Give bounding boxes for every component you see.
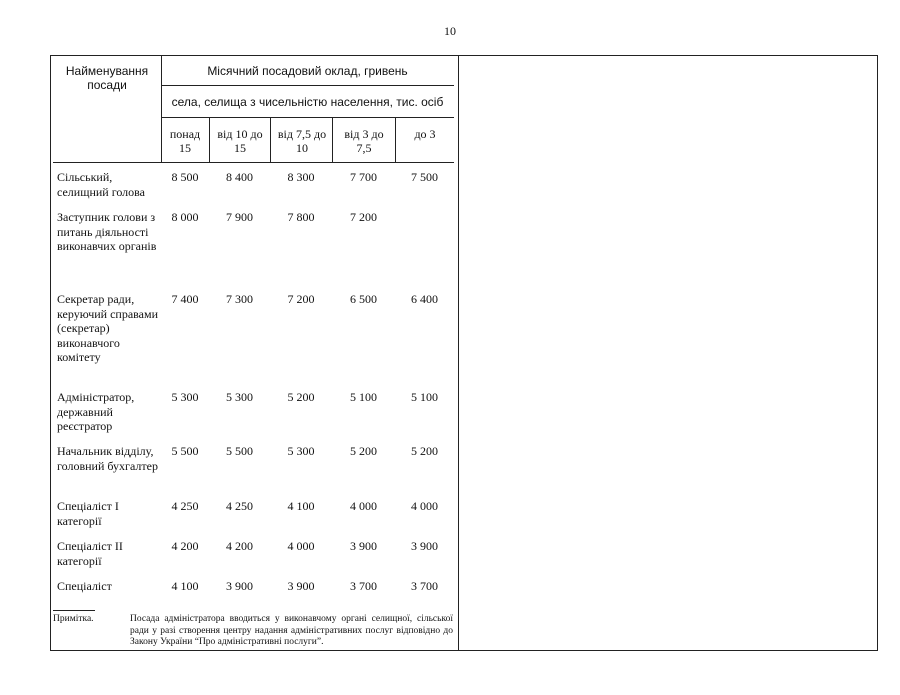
position-name: Начальник відділу, головний бухгалтер: [57, 444, 158, 473]
column-header: до 3: [414, 127, 436, 141]
note-text: Посада адміністратора вводиться у виконавчому органі селищної, сільської ради у разі створення центру надання адміністративних послуг відповідно до Закону України “Про адміністративні послуги”.: [130, 614, 453, 647]
position-column-header: Найменування посади: [65, 64, 149, 92]
column-rule: [270, 117, 271, 162]
salary-value: 5 300: [287, 444, 315, 458]
salary-value: 5 200: [287, 390, 315, 404]
position-name: Спеціаліст І категорії: [57, 499, 119, 528]
salary-value: 7 300: [226, 292, 253, 306]
salary-value: 4 250: [171, 499, 199, 513]
salary-value: 7 500: [411, 170, 438, 184]
column-header: від 7,5 до 10: [277, 127, 327, 155]
position-name: Сільський, селищний голова: [57, 170, 146, 199]
salary-value: 4 100: [171, 579, 199, 593]
salary-value: 4 200: [226, 539, 253, 553]
column-rule: [332, 117, 333, 162]
salary-value: 8 400: [226, 170, 253, 184]
salary-value: 5 200: [350, 444, 377, 458]
column-divider: [458, 55, 459, 651]
position-name: Спеціаліст: [57, 579, 112, 593]
column-header: понад 15: [169, 127, 201, 155]
salary-value: 4 100: [287, 499, 315, 513]
salary-value: 3 900: [350, 539, 377, 553]
salary-value: 7 200: [287, 292, 315, 306]
salary-value: 4 000: [350, 499, 377, 513]
position-name: Адміністратор, державний реєстратор: [57, 390, 135, 433]
salary-table: [53, 55, 454, 593]
header-rule: [161, 117, 454, 118]
salary-header: Місячний посадовий оклад, гривень: [207, 64, 408, 78]
salary-value: 4 000: [411, 499, 438, 513]
salary-value: 5 100: [350, 390, 377, 404]
table-header: [53, 55, 454, 163]
salary-value: 4 200: [171, 539, 199, 553]
salary-value: 8 500: [171, 170, 199, 184]
salary-value: 3 900: [226, 579, 253, 593]
salary-value: 6 400: [411, 292, 438, 306]
salary-value: 5 100: [411, 390, 438, 404]
salary-value: 7 200: [350, 210, 377, 224]
salary-value: 4 000: [287, 539, 315, 553]
position-name: Секретар ради, керуючий справами (секретар) виконавчого комітету: [57, 292, 159, 364]
salary-value: 4 250: [226, 499, 253, 513]
salary-value: 6 500: [350, 292, 377, 306]
salary-value: 7 900: [226, 210, 253, 224]
salary-value: 8 000: [171, 210, 199, 224]
note-label: Примітка.: [53, 614, 94, 624]
salary-value: 3 700: [411, 579, 438, 593]
salary-value: 7 400: [171, 292, 199, 306]
salary-value: 5 200: [411, 444, 438, 458]
salary-value: 5 500: [226, 444, 253, 458]
salary-value: 8 300: [287, 170, 315, 184]
header-rule: [161, 85, 454, 86]
position-name: Спеціаліст ІІ категорії: [57, 539, 123, 568]
salary-value: 7 700: [350, 170, 377, 184]
salary-value: 3 900: [287, 579, 315, 593]
footnote-rule: [53, 610, 95, 611]
column-header: від 10 до 15: [217, 127, 263, 155]
position-name: Заступник голови з питань діяльності виконавчих органів: [57, 210, 157, 253]
salary-value: 7 800: [287, 210, 315, 224]
salary-value: 3 700: [350, 579, 377, 593]
page-number: 10: [444, 24, 456, 38]
salary-value: 5 300: [171, 390, 199, 404]
salary-value: 3 900: [411, 539, 438, 553]
column-rule: [209, 117, 210, 162]
salary-value: 5 300: [226, 390, 253, 404]
salary-value: 5 500: [171, 444, 199, 458]
column-header: від 3 до 7,5: [344, 127, 384, 155]
column-rule: [395, 117, 396, 162]
population-header: села, селища з чисельністю населення, тис. осіб: [171, 95, 444, 109]
